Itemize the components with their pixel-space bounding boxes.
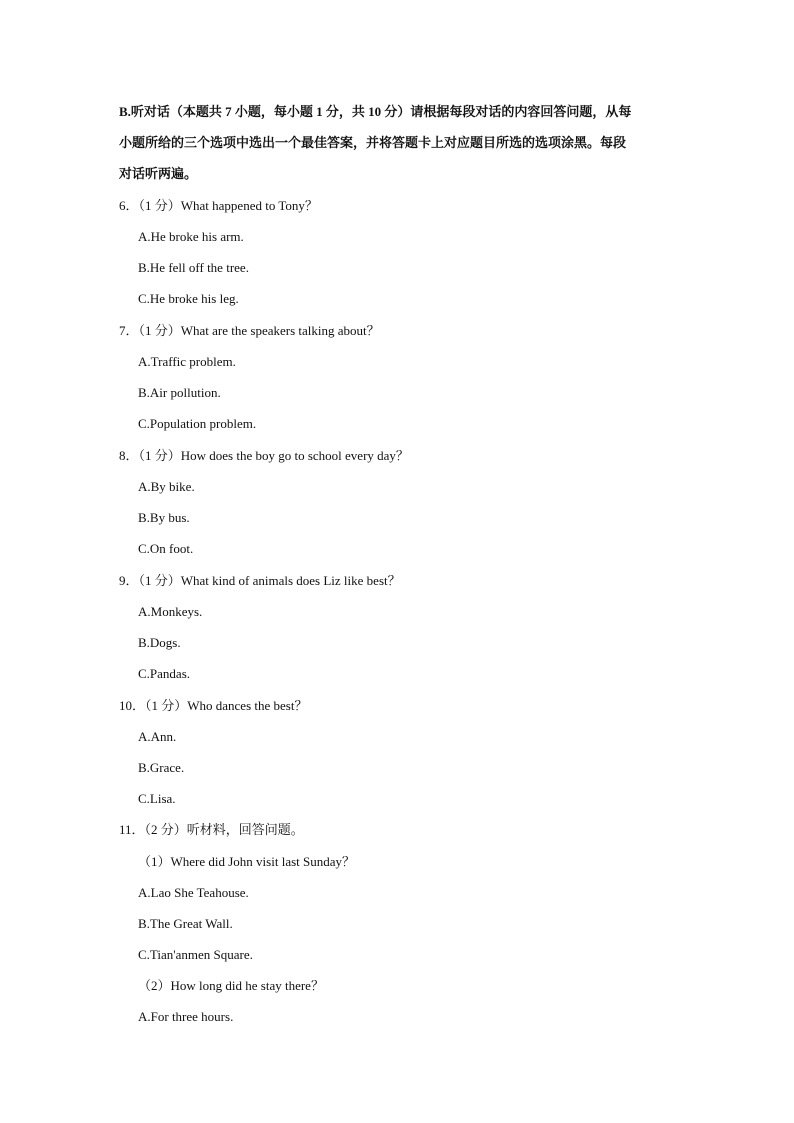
question-9-option-a: A.Monkeys. [138, 604, 203, 619]
question-9-option-c: C.Pandas. [138, 666, 190, 681]
question-10-option-c: C.Lisa. [138, 791, 176, 806]
question-11: 11．（2 分）听材料，回答问题。 [119, 822, 304, 837]
question-7-option-b: B.Air pollution. [138, 385, 221, 400]
section-instruction-line-1: B.听对话（本题共 7 小题，每小题 1 分，共 10 分）请根据每段对话的内容回答问题，从每 [119, 104, 632, 119]
question-10-option-a: A.Ann. [138, 729, 177, 744]
section-instruction-line-2: 小题所给的三个选项中选出一个最佳答案，并将答题卡上对应题目所选的选项涂黑。每段 [119, 135, 627, 150]
question-6-option-a: A.He broke his arm. [138, 229, 244, 244]
question-8-option-c: C.On foot. [138, 541, 194, 556]
question-11-sub-1-option-b: B.The Great Wall. [138, 916, 233, 931]
question-8-option-a: A.By bike. [138, 479, 195, 494]
question-7: 7．（1 分）What are the speakers talking about？ [119, 323, 380, 338]
section-instruction-line-3: 对话听两遍。 [119, 166, 198, 181]
question-11-sub-1-option-c: C.Tian'anmen Square. [138, 947, 253, 962]
question-9-option-b: B.Dogs. [138, 635, 181, 650]
question-11-sub-2: （2）How long did he stay there？ [138, 978, 324, 993]
question-11-sub-1: （1）Where did John visit last Sunday？ [138, 854, 356, 869]
question-7-option-a: A.Traffic problem. [138, 354, 236, 369]
question-6: 6．（1 分）What happened to Tony？ [119, 198, 318, 213]
question-6-option-b: B.He fell off the tree. [138, 260, 249, 275]
question-10: 10．（1 分）Who dances the best？ [119, 698, 308, 713]
question-8: 8．（1 分）How does the boy go to school every day？ [119, 448, 409, 463]
question-10-option-b: B.Grace. [138, 760, 185, 775]
question-11-sub-1-option-a: A.Lao She Teahouse. [138, 885, 249, 900]
question-9: 9．（1 分）What kind of animals does Liz like best？ [119, 573, 401, 588]
question-7-option-c: C.Population problem. [138, 416, 257, 431]
question-11-sub-2-option-a: A.For three hours. [138, 1009, 234, 1024]
question-8-option-b: B.By bus. [138, 510, 190, 525]
question-6-option-c: C.He broke his leg. [138, 291, 239, 306]
